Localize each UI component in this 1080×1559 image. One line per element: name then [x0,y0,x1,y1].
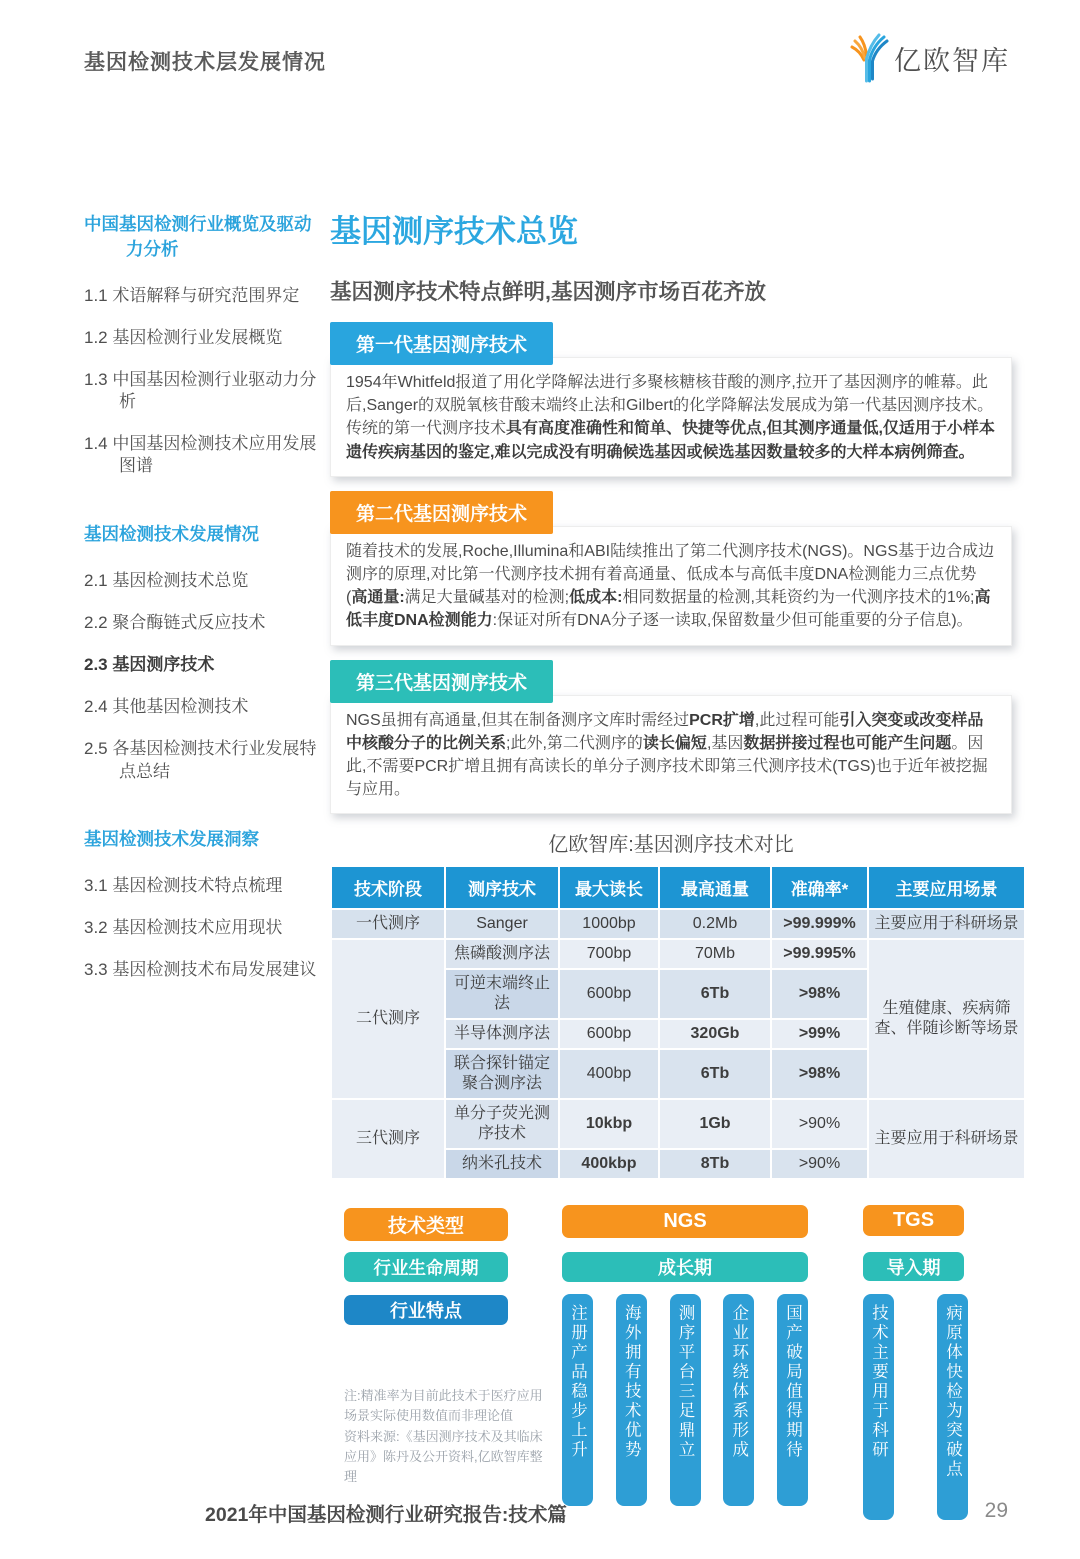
table-cell: 主要应用于科研场景 [869,1100,1024,1178]
table-title: 亿欧智库:基因测序技术对比 [548,834,794,857]
ngs-type-label: NGS [562,1205,808,1238]
sidebar-item-2-1[interactable]: 2.1 基因检测技术总览 [84,571,249,591]
page-header-title: 基因检测技术层发展情况 [84,51,326,74]
sidebar-item-3-2[interactable]: 3.2 基因检测技术应用现状 [84,918,283,938]
table-cell: 10kbp [560,1100,658,1148]
trait-bar: 国产破局值得期待 [777,1294,808,1506]
table-cell: >99.999% [772,910,867,938]
label-lifecycle: 行业生命周期 [344,1252,508,1282]
col-header-phase: 技术阶段 [332,867,444,908]
table-cell: 6Tb [660,1050,770,1098]
toc-section-3 [84,827,320,982]
page-subtitle: 基因测序技术特点鲜明,基因测序市场百花齐放 [330,280,766,304]
sidebar-item-2-3-active[interactable]: 2.3 基因测序技术 [84,655,215,675]
table-row [332,940,1024,968]
paragraph-gen2: 随着技术的发展,Roche,Illumina和ABI陆续推出了第二代测序技术(NGS)。NGS基于边合成边测序的原理,对比第一代测序技术拥有着高通量、低成本与高低丰度DNA检测能力三点优势(高通量:满足大量碱基对的检测;低成本:相同数据量的检测,其耗资约为一代测序技术的1%;高低丰度DNA检测能力:保证对所有DNA分子逐一读取,保留数量少但可能重要的分子信息)。 [330,526,1012,646]
sidebar-item-3-1[interactable]: 3.1 基因检测技术特点梳理 [84,876,283,896]
eo-logo-icon [845,32,889,84]
table-cell: 0.2Mb [660,910,770,938]
sidebar-item-1-4[interactable]: 1.4 中国基因检测技术应用发展图谱 [84,434,317,476]
table-cell: 70Mb [660,940,770,968]
table-cell: 二代测序 [332,940,444,1098]
table-cell: >99.995% [772,940,867,968]
footer-report-title: 2021年中国基因检测行业研究报告:技术篇 [205,1504,567,1526]
comparison-table [330,865,1026,1180]
ngs-stage-label: 成长期 [562,1252,808,1282]
trait-bar: 注册产品稳步上升 [562,1294,593,1506]
table-cell: 三代测序 [332,1100,444,1178]
table-cell: >90% [772,1100,867,1148]
trait-bar: 病原体快检为突破点 [937,1294,968,1520]
table-cell: >98% [772,1050,867,1098]
footnote-accuracy: 注:精准率为目前此技术于医疗应用场景实际使用数值而非理论值 [344,1388,543,1424]
toc-section-2-title: 基因检测技术发展情况 [84,523,259,544]
badge-gen1: 第一代基因测序技术 [330,322,553,365]
table-cell: 600bp [560,970,658,1018]
paragraph-gen3: NGS虽拥有高通量,但其在制备测序文库时需经过PCR扩增,此过程可能引入突变或改变样品中核酸分子的比例关系;此外,第二代测序的读长偏短,基因数据拼接过程也可能产生问题。因此,不需要PCR扩增且拥有高读长的单分子测序技术即第三代测序技术(TGS)也于近年被挖掘与应用。 [330,695,1012,815]
trait-bar: 海外拥有技术优势 [616,1294,647,1506]
table-cell: 400bp [560,1050,658,1098]
sidebar-item-2-4[interactable]: 2.4 其他基因检测技术 [84,697,249,717]
col-header-readlen: 最大读长 [560,867,658,908]
sidebar-item-1-3[interactable]: 1.3 中国基因检测行业驱动力分析 [84,370,317,412]
table-cell: 焦磷酸测序法 [446,940,558,968]
tgs-trait-bars [863,1294,968,1520]
lifecycle-graphic [330,1200,1012,1532]
trait-bar: 技术主要用于科研 [863,1294,894,1520]
trait-bar: 测序平台三足鼎立 [670,1294,701,1506]
table-cell: >98% [772,970,867,1018]
paragraph-gen1: 1954年Whitfeld报道了用化学降解法进行多聚核糖核苷酸的测序,拉开了基因测序的帷幕。此后,Sanger的双脱氧核苷酸末端终止法和Gilbert的化学降解法发展成为第一代基因测序技术。传统的第一代测序技术具有高度准确性和简单、快捷等优点,但其测序通量低,仅适用于小样本遗传疾病基因的鉴定,难以完成没有明确候选基因或候选基因数量较多的大样本病例筛查。 [330,357,1012,477]
table-cell: 700bp [560,940,658,968]
col-header-throughput: 最高通量 [660,867,770,908]
table-cell: 生殖健康、疾病筛查、伴随诊断等场景 [869,940,1024,1098]
table-cell: 320Gb [660,1020,770,1048]
table-cell: 单分子荧光测序技术 [446,1100,558,1148]
badge-gen2: 第二代基因测序技术 [330,491,553,534]
main-content [330,206,1019,1532]
col-header-application: 主要应用场景 [869,867,1024,908]
section-gen3 [330,660,1012,815]
table-cell: Sanger [446,910,558,938]
toc-section-3-title: 基因检测技术发展洞察 [84,828,259,849]
section-gen2 [330,491,1012,646]
label-tech-type: 技术类型 [344,1208,508,1241]
table-cell: 1Gb [660,1100,770,1148]
tgs-stage-label: 导入期 [863,1252,964,1281]
table-row [332,1100,1024,1148]
table-cell: 400kbp [560,1150,658,1178]
table-cell: >90% [772,1150,867,1178]
sidebar-item-2-2[interactable]: 2.2 聚合酶链式反应技术 [84,613,266,633]
page-number: 29 [984,1499,1008,1522]
col-header-tech: 测序技术 [446,867,558,908]
sidebar-item-1-2[interactable]: 1.2 基因检测行业发展概览 [84,328,283,348]
table-cell: 可逆末端终止法 [446,970,558,1018]
sidebar-toc [84,212,320,1025]
toc-section-1 [84,212,320,478]
sidebar-item-2-5[interactable]: 2.5 各基因检测技术行业发展特点总结 [84,739,317,781]
eo-logo [845,32,1010,84]
table-cell: 6Tb [660,970,770,1018]
table-header-row [332,867,1024,908]
table-cell: 一代测序 [332,910,444,938]
sidebar-item-1-1[interactable]: 1.1 术语解释与研究范围界定 [84,286,300,305]
sidebar-item-3-3[interactable]: 3.3 基因检测技术布局发展建议 [84,960,317,980]
badge-gen3: 第三代基因测序技术 [330,660,553,703]
col-header-accuracy: 准确率* [772,867,867,908]
eo-logo-text: 亿欧智库 [894,45,1010,76]
trait-bar: 企业环绕体系形成 [723,1294,754,1506]
table-cell: 8Tb [660,1150,770,1178]
table-row [332,910,1024,938]
table-cell: 纳米孔技术 [446,1150,558,1178]
table-cell: 主要应用于科研场景 [869,910,1024,938]
table-cell: 联合探针锚定聚合测序法 [446,1050,558,1098]
footnote [344,1386,552,1487]
toc-section-2 [84,522,320,783]
table-cell: 半导体测序法 [446,1020,558,1048]
table-cell: 1000bp [560,910,658,938]
toc-section-1-title: 中国基因检测行业概览及驱动力分析 [84,214,312,259]
footnote-source: 资料来源:《基因测序技术及其临床应用》陈丹及公开资料,亿欧智库整理 [344,1428,543,1484]
page-title: 基因测序技术总览 [330,214,578,249]
section-gen1 [330,322,1012,477]
table-cell: 600bp [560,1020,658,1048]
ngs-trait-bars [562,1294,808,1506]
tgs-type-label: TGS [863,1205,964,1236]
table-cell: >99% [772,1020,867,1048]
label-industry-traits: 行业特点 [344,1295,508,1325]
